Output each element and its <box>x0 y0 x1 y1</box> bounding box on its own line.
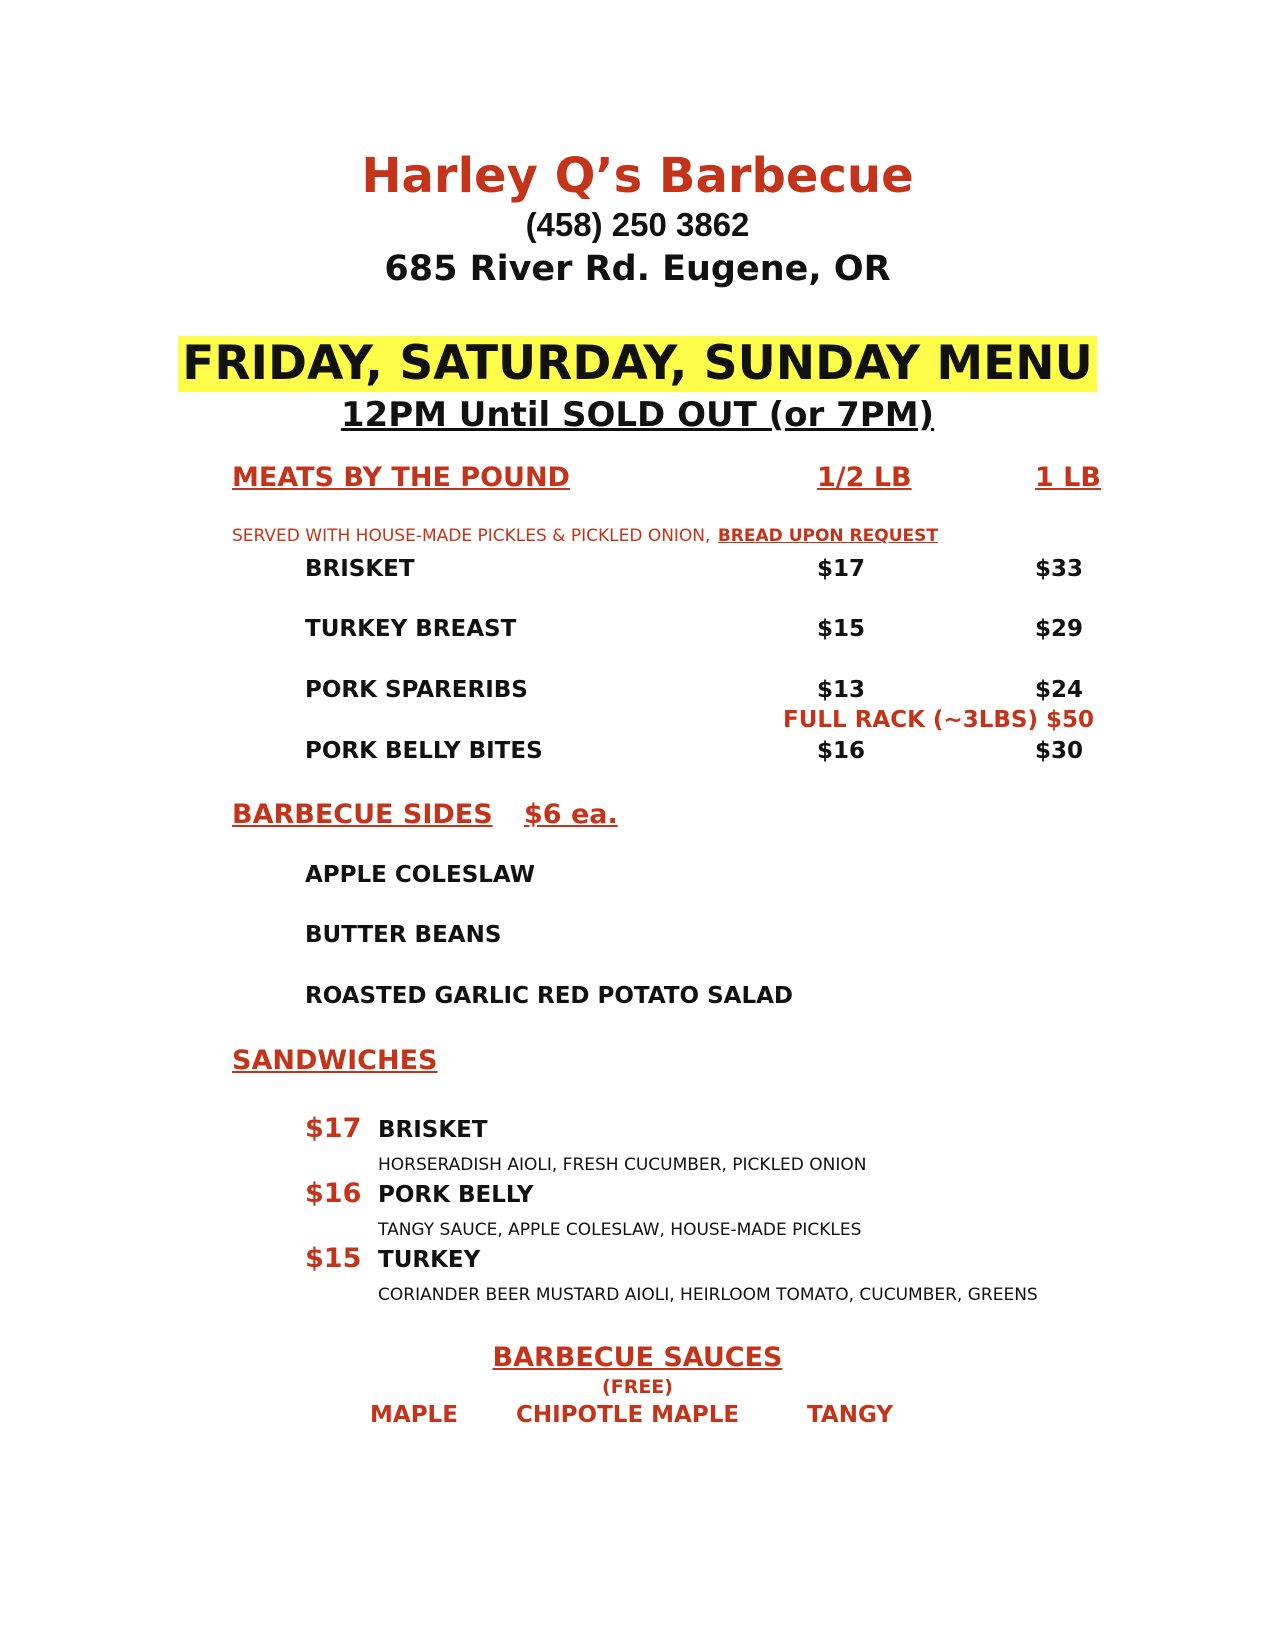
sandwich-brisket-price: $17 <box>305 1113 362 1144</box>
meat-item-pork-spareribs: PORK SPARERIBS <box>305 677 528 703</box>
meat-item-brisket: BRISKET <box>305 556 415 582</box>
meat-brisket-half-price: $17 <box>817 556 866 582</box>
sandwich-brisket-name: BRISKET <box>378 1117 488 1143</box>
meat-spareribs-half-price: $13 <box>817 677 866 703</box>
restaurant-name: Harley Q’s Barbecue <box>361 148 914 204</box>
menu-title-banner <box>0 336 1275 392</box>
sauce-tangy: TANGY <box>807 1402 893 1428</box>
sandwich-turkey-price: $15 <box>305 1243 362 1274</box>
meats-note-text: SERVED WITH HOUSE-MADE PICKLES & PICKLED ONION, <box>232 526 711 546</box>
sauce-maple: MAPLE <box>370 1402 458 1428</box>
sauces-free-note: (FREE) <box>602 1376 673 1398</box>
meat-item-pork-belly-bites: PORK BELLY BITES <box>305 738 543 764</box>
sides-heading: BARBECUE SIDES <box>232 799 493 830</box>
meat-turkey-full-price: $29 <box>1035 616 1084 642</box>
meat-spareribs-full-price: $24 <box>1035 677 1084 703</box>
one-pound-column-header: 1 LB <box>1035 462 1101 493</box>
bread-upon-request: BREAD UPON REQUEST <box>717 526 938 546</box>
sandwich-pork-belly-name: PORK BELLY <box>378 1182 534 1208</box>
side-item-potato-salad: ROASTED GARLIC RED POTATO SALAD <box>305 983 794 1009</box>
meats-serving-note <box>232 526 938 546</box>
sauce-chipotle-maple: CHIPOTLE MAPLE <box>516 1402 740 1428</box>
side-item-butter-beans: BUTTER BEANS <box>305 922 502 948</box>
menu-hours: 12PM Until SOLD OUT (or 7PM) <box>340 395 935 435</box>
phone-number: (458) 250 3862 <box>525 206 750 243</box>
meat-turkey-half-price: $15 <box>817 616 866 642</box>
menu-title: FRIDAY, SATURDAY, SUNDAY MENU <box>178 336 1097 392</box>
meat-item-turkey-breast: TURKEY BREAST <box>305 616 517 642</box>
meat-pork-belly-full-price: $30 <box>1035 738 1084 764</box>
sandwich-pork-belly-price: $16 <box>305 1178 362 1209</box>
sandwich-turkey-desc: CORIANDER BEER MUSTARD AIOLI, HEIRLOOM TOMATO, CUCUMBER, GREENS <box>378 1285 1038 1305</box>
sides-price: $6 ea. <box>524 799 618 830</box>
side-item-apple-coleslaw: APPLE COLESLAW <box>305 862 536 888</box>
sandwiches-heading: SANDWICHES <box>232 1045 438 1076</box>
address: 685 River Rd. Eugene, OR <box>384 249 891 289</box>
sandwich-pork-belly-desc: TANGY SAUCE, APPLE COLESLAW, HOUSE-MADE PICKLES <box>378 1220 862 1240</box>
meat-pork-belly-half-price: $16 <box>817 738 866 764</box>
full-rack-price: FULL RACK (~3LBS) $50 <box>783 707 1094 733</box>
meats-heading: MEATS BY THE POUND <box>232 462 570 493</box>
sandwich-turkey-name: TURKEY <box>378 1247 481 1273</box>
sandwich-brisket-desc: HORSERADISH AIOLI, FRESH CUCUMBER, PICKLED ONION <box>378 1155 867 1175</box>
sauces-heading: BARBECUE SAUCES <box>492 1342 783 1373</box>
meat-brisket-full-price: $33 <box>1035 556 1084 582</box>
half-pound-column-header: 1/2 LB <box>817 462 912 493</box>
